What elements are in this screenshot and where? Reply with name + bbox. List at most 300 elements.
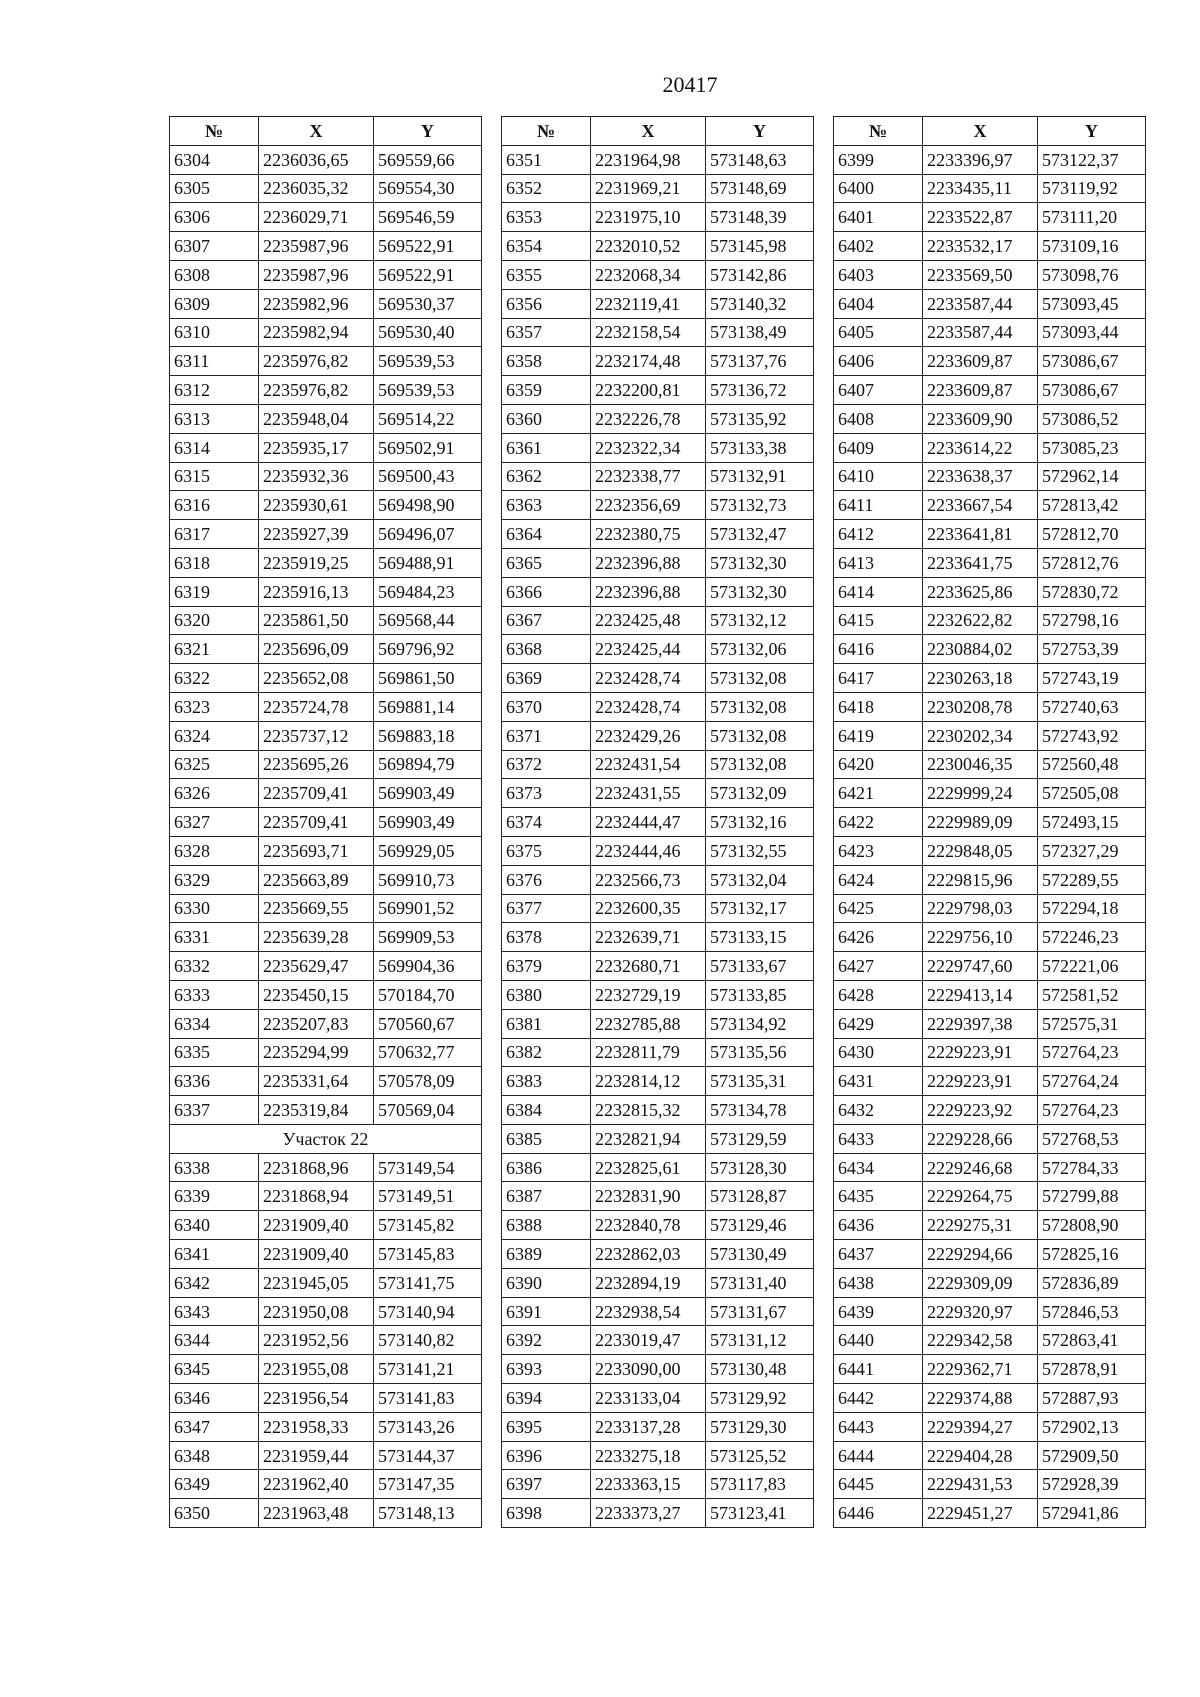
cell-x: 2233532,17 [923, 232, 1038, 261]
table-row [834, 1499, 1146, 1528]
cell-number: 6314 [170, 433, 259, 462]
table-row [502, 520, 814, 549]
cell-x: 2235696,09 [259, 635, 374, 664]
cell-x: 2229756,10 [923, 923, 1038, 952]
cell-number: 6409 [834, 433, 923, 462]
cell-y: 573119,92 [1038, 174, 1146, 203]
cell-x: 2235695,26 [259, 750, 374, 779]
table-row [834, 836, 1146, 865]
coordinates-table-3 [833, 116, 1146, 1528]
cell-number: 6446 [834, 1499, 923, 1528]
cell-y: 573132,73 [706, 491, 814, 520]
cell-y: 573149,51 [374, 1182, 482, 1211]
cell-y: 573132,06 [706, 635, 814, 664]
table-row [834, 203, 1146, 232]
table-row [502, 260, 814, 289]
cell-x: 2229223,91 [923, 1038, 1038, 1067]
table-row [170, 606, 482, 635]
cell-x: 2235663,89 [259, 865, 374, 894]
cell-number: 6365 [502, 548, 591, 577]
cell-x: 2233275,18 [591, 1441, 706, 1470]
cell-number: 6318 [170, 548, 259, 577]
table-row [170, 1038, 482, 1067]
cell-number: 6330 [170, 894, 259, 923]
cell-x: 2232322,34 [591, 433, 706, 462]
cell-number: 6345 [170, 1355, 259, 1384]
cell-number: 6356 [502, 289, 591, 318]
table-row [170, 1470, 482, 1499]
table-row [502, 1268, 814, 1297]
page-number: 20417 [662, 72, 718, 97]
cell-y: 572830,72 [1038, 577, 1146, 606]
cell-number: 6366 [502, 577, 591, 606]
table-row [502, 1326, 814, 1355]
cell-x: 2229309,09 [923, 1268, 1038, 1297]
table-row [170, 1441, 482, 1470]
cell-y: 569894,79 [374, 750, 482, 779]
table-row [834, 1268, 1146, 1297]
cell-number: 6428 [834, 980, 923, 1009]
cell-number: 6364 [502, 520, 591, 549]
cell-x: 2233435,11 [923, 174, 1038, 203]
cell-y: 572846,53 [1038, 1297, 1146, 1326]
table-row [502, 635, 814, 664]
cell-x: 2235629,47 [259, 952, 374, 981]
cell-x: 2233587,44 [923, 289, 1038, 318]
cell-x: 2233137,28 [591, 1412, 706, 1441]
cell-number: 6352 [502, 174, 591, 203]
table-row [502, 606, 814, 635]
cell-number: 6378 [502, 923, 591, 952]
cell-x: 2236036,65 [259, 145, 374, 174]
table-row [502, 289, 814, 318]
table-row [170, 1268, 482, 1297]
table-row [170, 1384, 482, 1413]
table-row [502, 1384, 814, 1413]
cell-y: 573136,72 [706, 376, 814, 405]
cell-x: 2232840,78 [591, 1211, 706, 1240]
table-row [502, 721, 814, 750]
cell-x: 2232821,94 [591, 1124, 706, 1153]
cell-x: 2233363,15 [591, 1470, 706, 1499]
cell-y: 569909,53 [374, 923, 482, 952]
cell-number: 6380 [502, 980, 591, 1009]
cell-number: 6328 [170, 836, 259, 865]
cell-number: 6420 [834, 750, 923, 779]
cell-x: 2229798,03 [923, 894, 1038, 923]
cell-number: 6397 [502, 1470, 591, 1499]
cell-y: 569500,43 [374, 462, 482, 491]
table-row [834, 232, 1146, 261]
table-row [834, 1124, 1146, 1153]
cell-number: 6432 [834, 1096, 923, 1125]
table-row [502, 1355, 814, 1384]
cell-y: 573137,76 [706, 347, 814, 376]
cell-number: 6441 [834, 1355, 923, 1384]
cell-y: 570560,67 [374, 1009, 482, 1038]
cell-number: 6334 [170, 1009, 259, 1038]
cell-number: 6355 [502, 260, 591, 289]
cell-y: 573148,63 [706, 145, 814, 174]
table-row [834, 577, 1146, 606]
cell-x: 2232158,54 [591, 318, 706, 347]
cell-y: 573140,32 [706, 289, 814, 318]
table-row [502, 1096, 814, 1125]
table-row [170, 836, 482, 865]
table-row [170, 980, 482, 1009]
table-row [170, 865, 482, 894]
cell-number: 6307 [170, 232, 259, 261]
table-row [170, 779, 482, 808]
cell-number: 6377 [502, 894, 591, 923]
table-row [170, 347, 482, 376]
cell-number: 6324 [170, 721, 259, 750]
cell-number: 6375 [502, 836, 591, 865]
cell-x: 2232938,54 [591, 1297, 706, 1326]
cell-y: 572962,14 [1038, 462, 1146, 491]
cell-x: 2232174,48 [591, 347, 706, 376]
table-row [170, 1297, 482, 1326]
cell-y: 573148,13 [374, 1499, 482, 1528]
table-row [502, 347, 814, 376]
table-row [170, 894, 482, 923]
cell-number: 6350 [170, 1499, 259, 1528]
cell-x: 2235987,96 [259, 232, 374, 261]
cell-number: 6321 [170, 635, 259, 664]
cell-y: 573132,09 [706, 779, 814, 808]
cell-number: 6371 [502, 721, 591, 750]
table-row [502, 836, 814, 865]
cell-x: 2229999,24 [923, 779, 1038, 808]
section-label: Участок 22 [170, 1124, 482, 1153]
table-header-row [502, 117, 814, 146]
cell-number: 6340 [170, 1211, 259, 1240]
table-row [834, 1096, 1146, 1125]
cell-number: 6422 [834, 808, 923, 837]
cell-y: 573132,04 [706, 865, 814, 894]
cell-x: 2231868,96 [259, 1153, 374, 1182]
cell-y: 569861,50 [374, 664, 482, 693]
cell-x: 2232428,74 [591, 664, 706, 693]
cell-y: 573140,82 [374, 1326, 482, 1355]
table-row [170, 462, 482, 491]
table-row [170, 1240, 482, 1269]
cell-x: 2235724,78 [259, 692, 374, 721]
cell-number: 6424 [834, 865, 923, 894]
cell-number: 6320 [170, 606, 259, 635]
table-row [502, 779, 814, 808]
cell-number: 6338 [170, 1153, 259, 1182]
table-row [170, 1182, 482, 1211]
cell-number: 6336 [170, 1067, 259, 1096]
cell-number: 6344 [170, 1326, 259, 1355]
cell-y: 573129,30 [706, 1412, 814, 1441]
table-row [834, 1182, 1146, 1211]
cell-number: 6430 [834, 1038, 923, 1067]
cell-y: 573130,48 [706, 1355, 814, 1384]
cell-number: 6347 [170, 1412, 259, 1441]
column-header-y: Y [1038, 117, 1146, 146]
cell-number: 6312 [170, 376, 259, 405]
table-header-row [834, 117, 1146, 146]
cell-y: 573093,45 [1038, 289, 1146, 318]
cell-x: 2231909,40 [259, 1211, 374, 1240]
cell-x: 2232226,78 [591, 404, 706, 433]
cell-x: 2232729,19 [591, 980, 706, 1009]
cell-y: 572863,41 [1038, 1326, 1146, 1355]
cell-x: 2232431,55 [591, 779, 706, 808]
cell-y: 573132,91 [706, 462, 814, 491]
table-row [834, 174, 1146, 203]
cell-number: 6387 [502, 1182, 591, 1211]
cell-x: 2229815,96 [923, 865, 1038, 894]
table-row [834, 145, 1146, 174]
table-row [502, 1067, 814, 1096]
cell-y: 572836,89 [1038, 1268, 1146, 1297]
table-row [834, 1326, 1146, 1355]
cell-y: 572928,39 [1038, 1470, 1146, 1499]
cell-number: 6418 [834, 692, 923, 721]
cell-y: 570184,70 [374, 980, 482, 1009]
table-row [502, 980, 814, 1009]
cell-number: 6339 [170, 1182, 259, 1211]
cell-number: 6368 [502, 635, 591, 664]
coordinates-table-2 [501, 116, 814, 1528]
cell-y: 573138,49 [706, 318, 814, 347]
cell-x: 2231964,98 [591, 145, 706, 174]
cell-y: 573141,83 [374, 1384, 482, 1413]
cell-number: 6400 [834, 174, 923, 203]
cell-number: 6392 [502, 1326, 591, 1355]
cell-y: 573085,23 [1038, 433, 1146, 462]
cell-number: 6421 [834, 779, 923, 808]
cell-x: 2235919,25 [259, 548, 374, 577]
table-row [834, 289, 1146, 318]
table-row [502, 433, 814, 462]
table-row [834, 404, 1146, 433]
cell-y: 573132,08 [706, 664, 814, 693]
cell-y: 573149,54 [374, 1153, 482, 1182]
cell-x: 2235331,64 [259, 1067, 374, 1096]
cell-x: 2235976,82 [259, 347, 374, 376]
cell-y: 573129,92 [706, 1384, 814, 1413]
cell-x: 2231969,21 [591, 174, 706, 203]
cell-y: 573131,12 [706, 1326, 814, 1355]
table-row [502, 1009, 814, 1038]
cell-y: 569559,66 [374, 145, 482, 174]
cell-x: 2232356,69 [591, 491, 706, 520]
cell-x: 2231952,56 [259, 1326, 374, 1355]
cell-y: 572768,53 [1038, 1124, 1146, 1153]
cell-y: 572812,70 [1038, 520, 1146, 549]
cell-y: 573145,82 [374, 1211, 482, 1240]
cell-y: 569539,53 [374, 376, 482, 405]
cell-x: 2233641,75 [923, 548, 1038, 577]
table-row [834, 1441, 1146, 1470]
cell-y: 573128,87 [706, 1182, 814, 1211]
cell-x: 2235652,08 [259, 664, 374, 693]
table-row [170, 260, 482, 289]
cell-number: 6443 [834, 1412, 923, 1441]
cell-number: 6369 [502, 664, 591, 693]
cell-x: 2236035,32 [259, 174, 374, 203]
cell-x: 2233569,50 [923, 260, 1038, 289]
cell-number: 6349 [170, 1470, 259, 1499]
table-row [502, 1240, 814, 1269]
cell-x: 2229342,58 [923, 1326, 1038, 1355]
table-row [834, 318, 1146, 347]
cell-x: 2235927,39 [259, 520, 374, 549]
table-row [834, 548, 1146, 577]
cell-x: 2235982,96 [259, 289, 374, 318]
cell-y: 572294,18 [1038, 894, 1146, 923]
cell-x: 2230046,35 [923, 750, 1038, 779]
cell-number: 6358 [502, 347, 591, 376]
cell-number: 6305 [170, 174, 259, 203]
column-header-x: X [259, 117, 374, 146]
table-row [502, 232, 814, 261]
cell-x: 2232444,47 [591, 808, 706, 837]
table-row [502, 462, 814, 491]
table-row [170, 1412, 482, 1441]
table-header-row [170, 117, 482, 146]
cell-x: 2232600,35 [591, 894, 706, 923]
cell-x: 2232338,77 [591, 462, 706, 491]
cell-number: 6333 [170, 980, 259, 1009]
cell-x: 2229275,31 [923, 1211, 1038, 1240]
cell-y: 569881,14 [374, 692, 482, 721]
cell-y: 573111,20 [1038, 203, 1146, 232]
cell-x: 2235639,28 [259, 923, 374, 952]
table-row [502, 1499, 814, 1528]
cell-y: 573129,46 [706, 1211, 814, 1240]
cell-y: 573086,67 [1038, 376, 1146, 405]
table-row [170, 635, 482, 664]
table-row [502, 894, 814, 923]
table-row [834, 1038, 1146, 1067]
cell-y: 572753,39 [1038, 635, 1146, 664]
table-row [502, 145, 814, 174]
cell-y: 573117,83 [706, 1470, 814, 1499]
cell-y: 569910,73 [374, 865, 482, 894]
table-row [834, 433, 1146, 462]
table-row [170, 923, 482, 952]
cell-x: 2233373,27 [591, 1499, 706, 1528]
cell-x: 2230208,78 [923, 692, 1038, 721]
column-header-number: № [170, 117, 259, 146]
cell-y: 573109,16 [1038, 232, 1146, 261]
cell-number: 6388 [502, 1211, 591, 1240]
column-header-x: X [591, 117, 706, 146]
cell-number: 6431 [834, 1067, 923, 1096]
cell-number: 6327 [170, 808, 259, 837]
cell-x: 2235861,50 [259, 606, 374, 635]
cell-y: 569514,22 [374, 404, 482, 433]
cell-number: 6438 [834, 1268, 923, 1297]
cell-x: 2229294,66 [923, 1240, 1038, 1269]
table-row [834, 952, 1146, 981]
cell-x: 2232825,61 [591, 1153, 706, 1182]
cell-number: 6386 [502, 1153, 591, 1182]
cell-x: 2231962,40 [259, 1470, 374, 1499]
cell-y: 572764,23 [1038, 1038, 1146, 1067]
cell-x: 2235450,15 [259, 980, 374, 1009]
table-row [834, 260, 1146, 289]
cell-number: 6332 [170, 952, 259, 981]
table-row [502, 376, 814, 405]
cell-y: 573132,08 [706, 721, 814, 750]
table-row [834, 779, 1146, 808]
cell-y: 572764,24 [1038, 1067, 1146, 1096]
cell-y: 573132,12 [706, 606, 814, 635]
cell-number: 6439 [834, 1297, 923, 1326]
cell-y: 572941,86 [1038, 1499, 1146, 1528]
table-row [170, 577, 482, 606]
cell-x: 2235669,55 [259, 894, 374, 923]
cell-y: 573133,67 [706, 952, 814, 981]
cell-y: 572743,92 [1038, 721, 1146, 750]
cell-y: 572560,48 [1038, 750, 1146, 779]
cell-x: 2229989,09 [923, 808, 1038, 837]
cell-x: 2233019,47 [591, 1326, 706, 1355]
cell-y: 572743,19 [1038, 664, 1146, 693]
cell-number: 6304 [170, 145, 259, 174]
table-row [502, 1470, 814, 1499]
cell-number: 6444 [834, 1441, 923, 1470]
column-header-number: № [502, 117, 591, 146]
cell-y: 572784,33 [1038, 1153, 1146, 1182]
cell-number: 6337 [170, 1096, 259, 1125]
table-row [502, 750, 814, 779]
table-row [834, 635, 1146, 664]
cell-x: 2230202,34 [923, 721, 1038, 750]
cell-x: 2232425,44 [591, 635, 706, 664]
cell-number: 6326 [170, 779, 259, 808]
cell-number: 6440 [834, 1326, 923, 1355]
table-row [502, 318, 814, 347]
cell-number: 6363 [502, 491, 591, 520]
section-row [170, 1124, 482, 1153]
cell-y: 573134,78 [706, 1096, 814, 1125]
cell-number: 6393 [502, 1355, 591, 1384]
cell-x: 2229431,53 [923, 1470, 1038, 1499]
cell-x: 2232815,32 [591, 1096, 706, 1125]
cell-number: 6335 [170, 1038, 259, 1067]
cell-x: 2232622,82 [923, 606, 1038, 635]
table-row [834, 1211, 1146, 1240]
cell-x: 2235294,99 [259, 1038, 374, 1067]
cell-number: 6319 [170, 577, 259, 606]
cell-number: 6396 [502, 1441, 591, 1470]
cell-y: 572581,52 [1038, 980, 1146, 1009]
cell-x: 2231958,33 [259, 1412, 374, 1441]
table-row [834, 894, 1146, 923]
cell-x: 2235207,83 [259, 1009, 374, 1038]
cell-number: 6390 [502, 1268, 591, 1297]
cell-x: 2235930,61 [259, 491, 374, 520]
cell-y: 569498,90 [374, 491, 482, 520]
table-row [834, 376, 1146, 405]
cell-x: 2235987,96 [259, 260, 374, 289]
cell-number: 6317 [170, 520, 259, 549]
cell-x: 2229223,92 [923, 1096, 1038, 1125]
cell-x: 2231959,44 [259, 1441, 374, 1470]
cell-number: 6354 [502, 232, 591, 261]
cell-y: 570578,09 [374, 1067, 482, 1096]
cell-number: 6403 [834, 260, 923, 289]
cell-number: 6331 [170, 923, 259, 952]
cell-number: 6383 [502, 1067, 591, 1096]
